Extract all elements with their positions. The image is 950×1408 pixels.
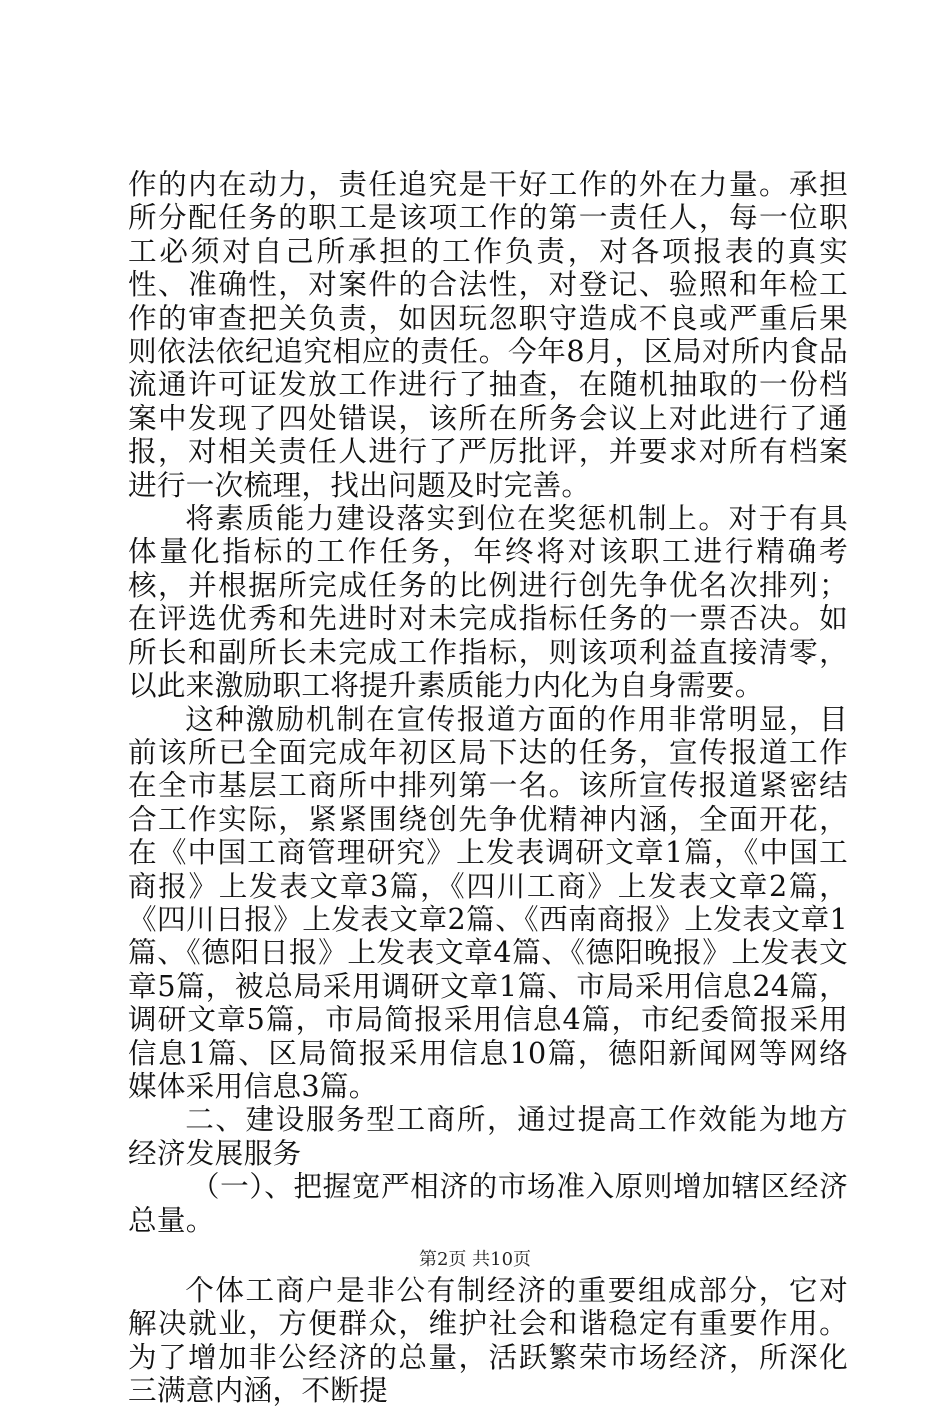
page-footer <box>0 1248 950 1272</box>
page-number: 第2页 共10页 <box>418 1249 532 1270</box>
paragraph-responsibility: 作的内在动力，责任追究是干好工作的外在力量。承担所分配任务的职工是该项工作的第一责任人，每一位职工必须对自己所承担的工作负责，对各项报表的真实性、准确性，对案件的合法性，对登记、验照和年检工作的审查把关负责，如因玩忽职守造成不良或严重后果则依法依纪追究相应的责任。今年8月，区局对所内食品流通许可证发放工作进行了抽查，在随机抽取的一份档案中发现了四处错误，该所在所务会议上对此进行了通报，对相关责任人进行了严厉批评，并要求对所有档案进行一次梳理，找出问题及时完善。 <box>128 167 848 502</box>
paragraph-individual-business: 个体工商户是非公有制经济的重要组成部分，它对解决就业，方便群众，维护社会和谐稳定有重要作用。为了增加非公经济的总量，活跃繁荣市场经济，所深化三满意内涵，不断提 <box>128 1273 848 1408</box>
subsection-heading-one: （一）、把握宽严相济的市场准入原则增加辖区经济总量。 <box>128 1169 848 1237</box>
document-body <box>128 168 848 1408</box>
section-heading-two: 二、建设服务型工商所，通过提高工作效能为地方经济发展服务 <box>128 1102 848 1170</box>
paragraph-publicity-results: 这种激励机制在宣传报道方面的作用非常明显，目前该所已全面完成年初区局下达的任务，宣传报道工作在全市基层工商所中排列第一名。该所宣传报道紧密结合工作实际，紧紧围绕创先争优精神内涵，全面开花，在《中国工商管理研究》上发表调研文章1篇，《中国工商报》上发表文章3篇，《四川工商》上发表文章2篇，《四川日报》上发表文章2篇、《西南商报》上发表文章1篇、《德阳日报》上发表文章4篇、《德阳晚报》上发表文章5篇，被总局采用调研文章1篇、市局采用信息24篇，调研文章5篇，市局简报采用信息4篇，市纪委简报采用信息1篇、区局简报采用信息10篇，德阳新闻网等网络媒体采用信息3篇。 <box>128 701 848 1103</box>
paragraph-incentive-mechanism: 将素质能力建设落实到位在奖惩机制上。对于有具体量化指标的工作任务，年终将对该职工进行精确考核，并根据所完成任务的比例进行创先争优名次排列；在评选优秀和先进时对未完成指标任务的一票否决。如所长和副所长未完成工作指标，则该项利益直接清零，以此来激励职工将提升素质能力内化为自身需要。 <box>128 501 848 703</box>
